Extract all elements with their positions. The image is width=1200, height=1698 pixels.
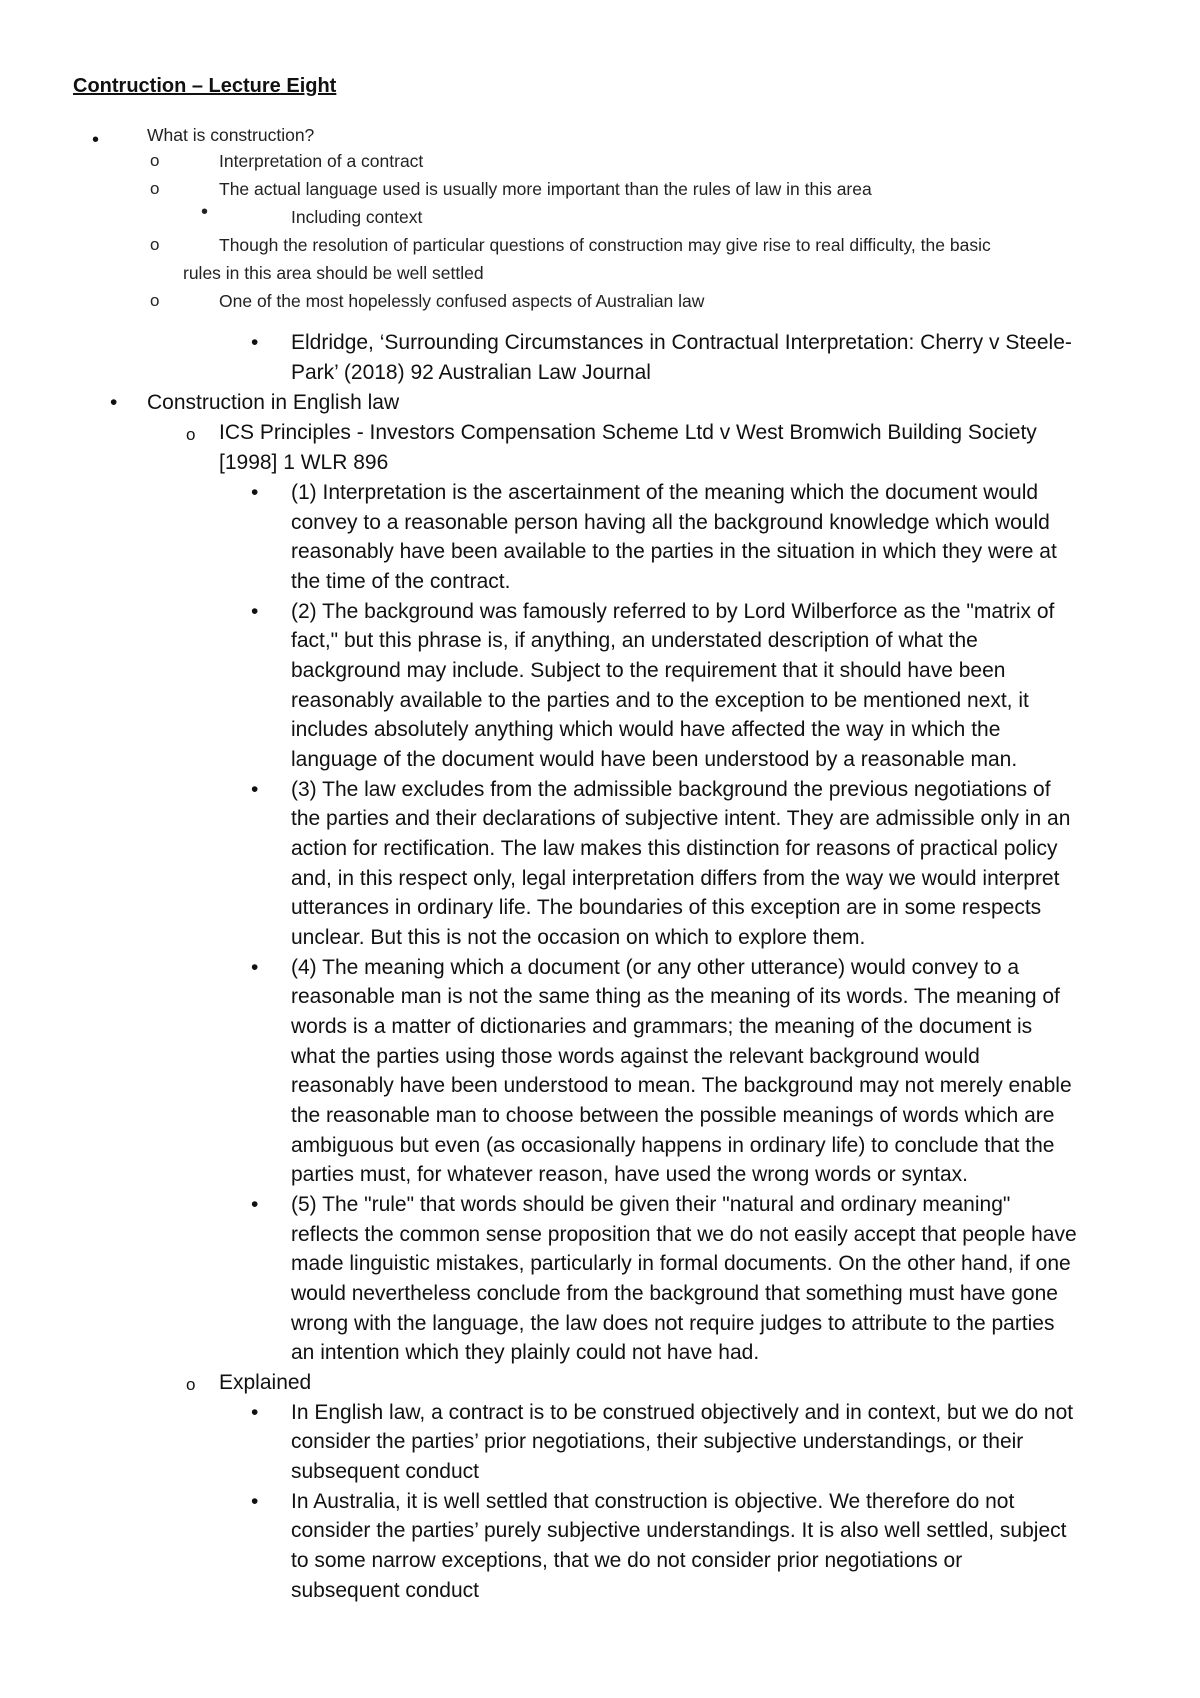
explained-line: to some narrow exceptions, that we do not consider prior negotiations or — [291, 1549, 963, 1572]
principle-line: background may include. Subject to the requirement that it should have been — [291, 659, 1006, 682]
principle-line: an intention which they plainly could not have had. — [291, 1341, 760, 1364]
principle-line: (4) The meaning which a document (or any other utterance) would convey to a — [291, 956, 1020, 979]
section-heading: Construction in English law — [147, 391, 400, 414]
ics-heading-line: ICS Principles - Investors Compensation Scheme Ltd v West Bromwich Building Society — [219, 421, 1037, 444]
intro-point-continuation: rules in this area should be well settled — [183, 263, 484, 283]
bullet-circle-icon: o — [150, 291, 160, 310]
bullet-dot-icon: • — [92, 129, 100, 151]
bullet-dot-icon: • — [251, 600, 259, 623]
explained-line: consider the parties’ prior negotiations, their subjective understandings, or their — [291, 1430, 1024, 1453]
principle-line: reasonably have been understood to mean. The background may not merely enable — [291, 1074, 1072, 1097]
bullet-dot-icon: • — [201, 201, 209, 223]
intro-heading: What is construction? — [147, 125, 315, 145]
explained-heading: Explained — [219, 1371, 312, 1394]
principle-line: action for rectification. The law makes this distinction for reasons of practical policy — [291, 837, 1058, 860]
bullet-circle-icon: o — [186, 425, 196, 444]
principle-line: words is a matter of dictionaries and grammars; the meaning of the document is — [291, 1015, 1033, 1038]
explained-line: subsequent conduct — [291, 1579, 479, 1602]
explained-line: In English law, a contract is to be construed objectively and in context, but we do not — [291, 1401, 1074, 1424]
explained-line: consider the parties’ purely subjective understandings. It is also well settled, subject — [291, 1519, 1067, 1542]
bullet-circle-icon: o — [150, 151, 160, 170]
bullet-circle-icon: o — [186, 1375, 196, 1394]
principle-line: language of the document would have been understood by a reasonable man. — [291, 748, 1018, 771]
intro-point: Including context — [291, 207, 423, 227]
principle-line: utterances in ordinary life. The boundaries of this exception are in some respects — [291, 896, 1042, 919]
principle-line: parties must, for whatever reason, have used the wrong words or syntax. — [291, 1163, 968, 1186]
bullet-dot-icon: • — [251, 331, 259, 354]
principle-line: the parties and their declarations of subjective intent. They are admissible only in an — [291, 807, 1071, 830]
principle-line: the time of the contract. — [291, 570, 511, 593]
ics-heading-line: [1998] 1 WLR 896 — [219, 451, 389, 474]
principle-line: the reasonable man to choose between the possible meanings of words which are — [291, 1104, 1055, 1127]
explained-line: In Australia, it is well settled that construction is objective. We therefore do not — [291, 1490, 1015, 1513]
bullet-circle-icon: o — [150, 179, 160, 198]
bullet-dot-icon: • — [251, 778, 259, 801]
intro-point: Though the resolution of particular questions of construction may give rise to real difficulty, the basic — [219, 235, 991, 255]
principle-line: (5) The "rule" that words should be given their "natural and ordinary meaning" — [291, 1193, 1011, 1216]
bullet-dot-icon: • — [251, 1193, 259, 1216]
principle-line: and, in this respect only, legal interpretation differs from the way we would interpret — [291, 867, 1060, 890]
reference-line: Park’ (2018) 92 Australian Law Journal — [291, 361, 651, 384]
bullet-dot-icon: • — [251, 481, 259, 504]
principle-line: reasonably available to the parties and to the exception to be mentioned next, it — [291, 689, 1029, 712]
principle-line: includes absolutely anything which would have affected the way in which the — [291, 718, 1001, 741]
bullet-circle-icon: o — [150, 235, 160, 254]
principle-line: reasonably have been available to the parties in the situation in which they were at — [291, 540, 1057, 563]
principle-line: unclear. But this is not the occasion on which to explore them. — [291, 926, 866, 949]
intro-point: One of the most hopelessly confused aspects of Australian law — [219, 291, 705, 311]
principle-line: wrong with the language, the law does not require judges to attribute to the parties — [291, 1312, 1055, 1335]
reference-line: Eldridge, ‘Surrounding Circumstances in Contractual Interpretation: Cherry v Steele- — [291, 331, 1072, 354]
intro-point: The actual language used is usually more important than the rules of law in this area — [219, 179, 872, 199]
principle-line: (2) The background was famously referred to by Lord Wilberforce as the "matrix of — [291, 600, 1055, 623]
principle-line: ambiguous but even (as occasionally happens in ordinary life) to conclude that the — [291, 1134, 1055, 1157]
bullet-dot-icon: • — [251, 1490, 259, 1513]
bullet-dot-icon: • — [251, 956, 259, 979]
bullet-dot-icon: • — [251, 1401, 259, 1424]
explained-line: subsequent conduct — [291, 1460, 479, 1483]
principle-line: (1) Interpretation is the ascertainment of the meaning which the document would — [291, 481, 1039, 504]
principle-line: reasonable man is not the same thing as the meaning of its words. The meaning of — [291, 985, 1060, 1008]
document-title: Contruction – Lecture Eight — [73, 75, 337, 97]
intro-point: Interpretation of a contract — [219, 151, 424, 171]
bullet-dot-icon: • — [110, 391, 118, 414]
principle-line: reflects the common sense proposition that we do not easily accept that people have — [291, 1223, 1077, 1246]
principle-line: fact," but this phrase is, if anything, an understated description of what the — [291, 629, 978, 652]
principle-line: what the parties using those words against the relevant background would — [291, 1045, 980, 1068]
principle-line: would nevertheless conclude from the background that something must have gone — [291, 1282, 1058, 1305]
principle-line: made linguistic mistakes, particularly in formal documents. On the other hand, if one — [291, 1252, 1071, 1275]
principle-line: convey to a reasonable person having all the background knowledge which would — [291, 511, 1050, 534]
principle-line: (3) The law excludes from the admissible background the previous negotiations of — [291, 778, 1051, 801]
